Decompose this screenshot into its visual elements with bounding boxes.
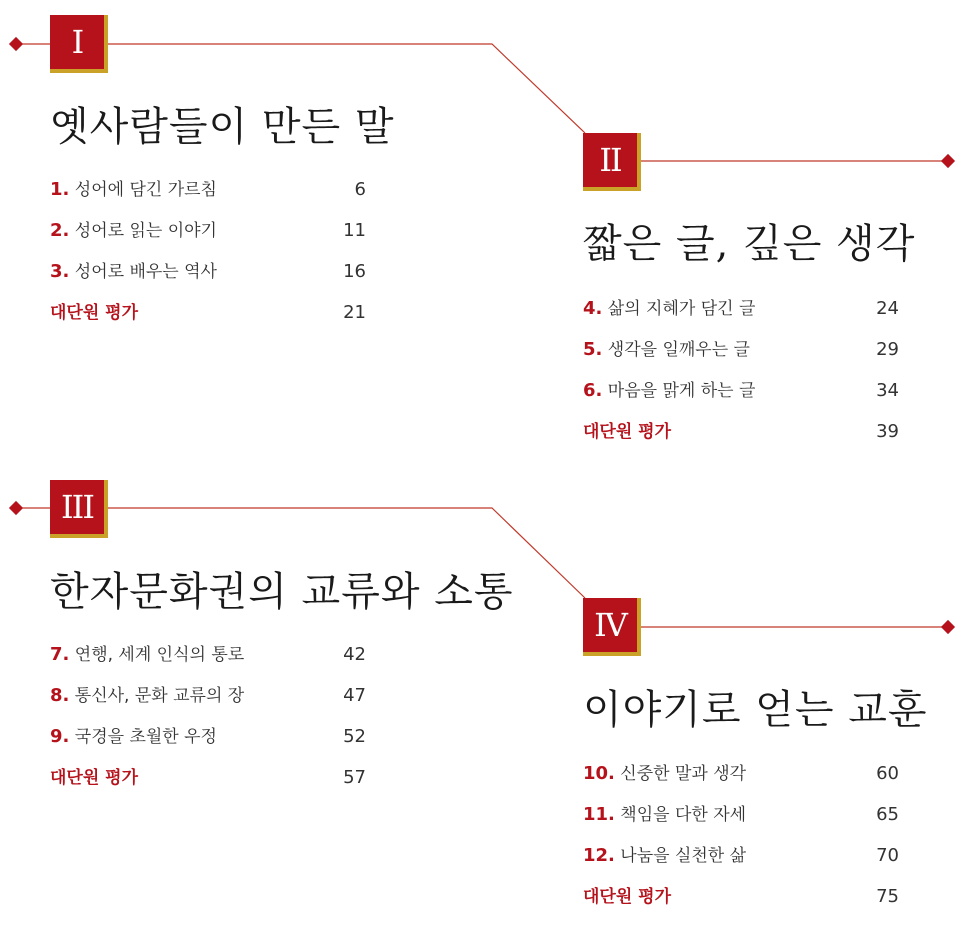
section-title: 한자문화권의 교류와 소통 [50,569,514,615]
page-number: 29 [876,339,899,360]
page-number: 52 [343,726,366,747]
chapter-title: 통신사, 문화 교류의 장 [74,686,245,706]
toc-list [583,762,899,926]
toc-item[interactable] [50,178,366,219]
chapter-number: 8. [50,685,70,706]
toc-item[interactable] [583,844,899,885]
toc-item[interactable] [50,260,366,301]
chapter-title: 나눔을 실천한 삶 [620,846,747,866]
page-number: 39 [876,421,899,442]
chapter-title: 성어로 읽는 이야기 [74,221,217,241]
chapter-number: 7. [50,644,70,665]
section-numeral: IV [594,606,626,644]
toc-item-evaluation[interactable] [583,420,899,461]
section-numeral: I [71,23,83,61]
section-numeral-badge [50,480,108,538]
page-number: 11 [343,220,366,241]
chapter-number: 3. [50,261,70,282]
chapter-number: 2. [50,220,70,241]
page-number: 47 [343,685,366,706]
section-numeral: III [61,488,93,526]
section-numeral-badge [50,15,108,73]
toc-item-evaluation[interactable] [50,766,366,807]
chapter-title: 책임을 다한 자세 [620,805,747,825]
evaluation-label: 대단원 평가 [50,768,139,788]
chapter-title: 마음을 맑게 하는 글 [607,381,756,401]
diamond-marker-3 [9,501,23,515]
chapter-number: 5. [583,339,603,360]
evaluation-label: 대단원 평가 [583,422,672,442]
toc-item[interactable] [583,379,899,420]
chapter-title: 생각을 일깨우는 글 [607,340,750,360]
page-number: 65 [876,804,899,825]
section-title: 옛사람들이 만든 말 [50,104,395,150]
toc-item[interactable] [583,803,899,844]
toc-item[interactable] [50,725,366,766]
evaluation-label: 대단원 평가 [50,303,139,323]
chapter-number: 9. [50,726,70,747]
toc-item[interactable] [583,297,899,338]
section-title: 이야기로 얻는 교훈 [583,687,928,733]
chapter-title: 연행, 세계 인식의 통로 [74,645,245,665]
chapter-number: 6. [583,380,603,401]
diamond-marker-1 [9,37,23,51]
chapter-title: 신중한 말과 생각 [620,764,747,784]
section-numeral: II [599,141,621,179]
page-number: 16 [343,261,366,282]
page-number: 60 [876,763,899,784]
page-number: 24 [876,298,899,319]
chapter-number: 11. [583,804,615,825]
page-number: 70 [876,845,899,866]
toc-item-evaluation[interactable] [50,301,366,342]
section-numeral-badge [583,598,641,656]
chapter-number: 10. [583,763,615,784]
chapter-title: 삶의 지혜가 담긴 글 [607,299,756,319]
chapter-title: 성어로 배우는 역사 [74,262,217,282]
chapter-number: 1. [50,179,70,200]
toc-item[interactable] [50,684,366,725]
toc-item[interactable] [50,219,366,260]
diamond-marker-2 [941,154,955,168]
toc-list [50,643,366,807]
evaluation-label: 대단원 평가 [583,887,672,907]
section-numeral-badge [583,133,641,191]
page-number: 57 [343,767,366,788]
page-number: 21 [343,302,366,323]
toc-item[interactable] [583,338,899,379]
section-title: 짧은 글, 깊은 생각 [583,221,916,267]
toc-item-evaluation[interactable] [583,885,899,926]
chapter-title: 국경을 초월한 우정 [74,727,217,747]
toc-list [50,178,366,342]
chapter-title: 성어에 담긴 가르침 [74,180,217,200]
page-number: 42 [343,644,366,665]
page-number: 75 [876,886,899,907]
diamond-marker-4 [941,620,955,634]
chapter-number: 4. [583,298,603,319]
toc-item[interactable] [50,643,366,684]
toc-list [583,297,899,461]
chapter-number: 12. [583,845,615,866]
toc-item[interactable] [583,762,899,803]
page-number: 6 [354,179,366,200]
page-number: 34 [876,380,899,401]
